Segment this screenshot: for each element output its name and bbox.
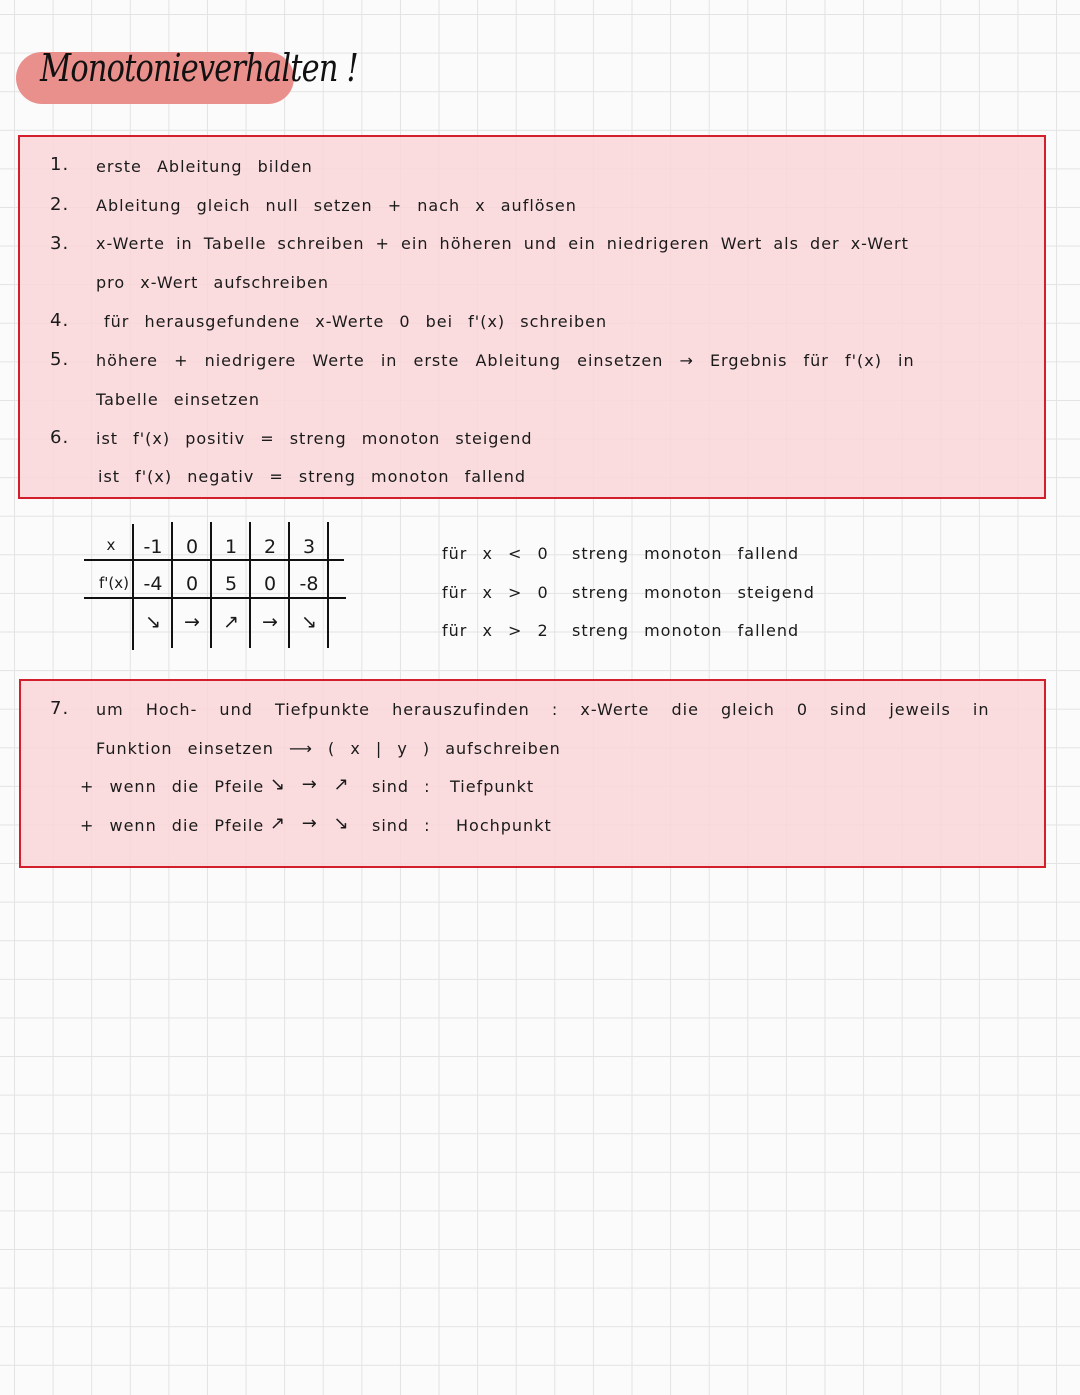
conclusion-result: streng monoton steigend [572, 583, 815, 602]
step-text: höhere + niedrigere Werte in erste Ableitung einsetzen → Ergebnis für f'(x) in [96, 351, 915, 370]
step-number: 3. [50, 233, 70, 254]
step-text: erste Ableitung bilden [96, 157, 313, 176]
rule-prefix: + wenn die Pfeile [80, 777, 265, 796]
table-arrow: ↘ [145, 611, 161, 633]
step-number: 6. [50, 427, 70, 448]
page-title: Monotonieverhalten ! [40, 46, 358, 90]
step-text-cont: Funktion einsetzen ⟶ ( x | y ) aufschreiben [96, 739, 561, 758]
step-text: Ableitung gleich null setzen + nach x auflösen [96, 196, 577, 215]
step-text: ist f'(x) positiv = streng monoton steigend [96, 429, 533, 448]
rule-arrows: ↗ → ↘ [270, 813, 350, 834]
rule-arrows: ↘ → ↗ [270, 774, 350, 795]
rule-result: Hochpunkt [456, 816, 552, 835]
step-text: x-Werte in Tabelle schreiben + ein höheren und ein niedrigeren Wert als der x-Wert [96, 234, 909, 253]
table-arrow: ↘ [301, 611, 317, 633]
table-arrow: → [184, 611, 200, 633]
table-arrow: → [262, 611, 278, 633]
rule-mid: sind : [372, 816, 431, 835]
step-number: 2. [50, 194, 70, 215]
table-arrow: ↗ [223, 611, 239, 633]
step-text-cont: pro x-Wert aufschreiben [96, 273, 330, 292]
table-header-fx: f'(x) [99, 574, 129, 592]
step-text: um Hoch- und Tiefpunkte herauszufinden : x-Werte die gleich 0 sind jeweils in [96, 700, 990, 719]
step-text-cont: Tabelle einsetzen [96, 390, 261, 409]
conclusion-condition: für x > 0 [442, 583, 549, 602]
table-x-value: 3 [302, 536, 316, 558]
step-text: für herausgefundene x-Werte 0 bei f'(x) schreiben [104, 312, 608, 331]
step-text-cont: ist f'(x) negativ = streng monoton fallend [98, 467, 527, 486]
conclusion-result: streng monoton fallend [572, 544, 800, 563]
table-header-x: x [106, 536, 116, 554]
table-fx-value: -8 [299, 573, 319, 595]
step-number: 5. [50, 349, 70, 370]
rule-result: Tiefpunkt [450, 777, 535, 796]
table-fx-value: 0 [185, 573, 199, 595]
rule-mid: sind : [372, 777, 431, 796]
rule-prefix: + wenn die Pfeile [80, 816, 265, 835]
step-number: 1. [50, 154, 70, 175]
conclusion-condition: für x < 0 [442, 544, 549, 563]
step-number: 4. [50, 310, 70, 331]
table-fx-value: -4 [143, 573, 163, 595]
table-x-value: 2 [263, 536, 277, 558]
table-x-value: 0 [185, 536, 199, 558]
conclusion-condition: für x > 2 [442, 621, 549, 640]
step-number: 7. [50, 698, 70, 719]
table-x-value: 1 [224, 536, 238, 558]
table-fx-value: 0 [263, 573, 277, 595]
conclusion-result: streng monoton fallend [572, 621, 800, 640]
table-x-value: -1 [143, 536, 163, 558]
table-fx-value: 5 [224, 573, 238, 595]
